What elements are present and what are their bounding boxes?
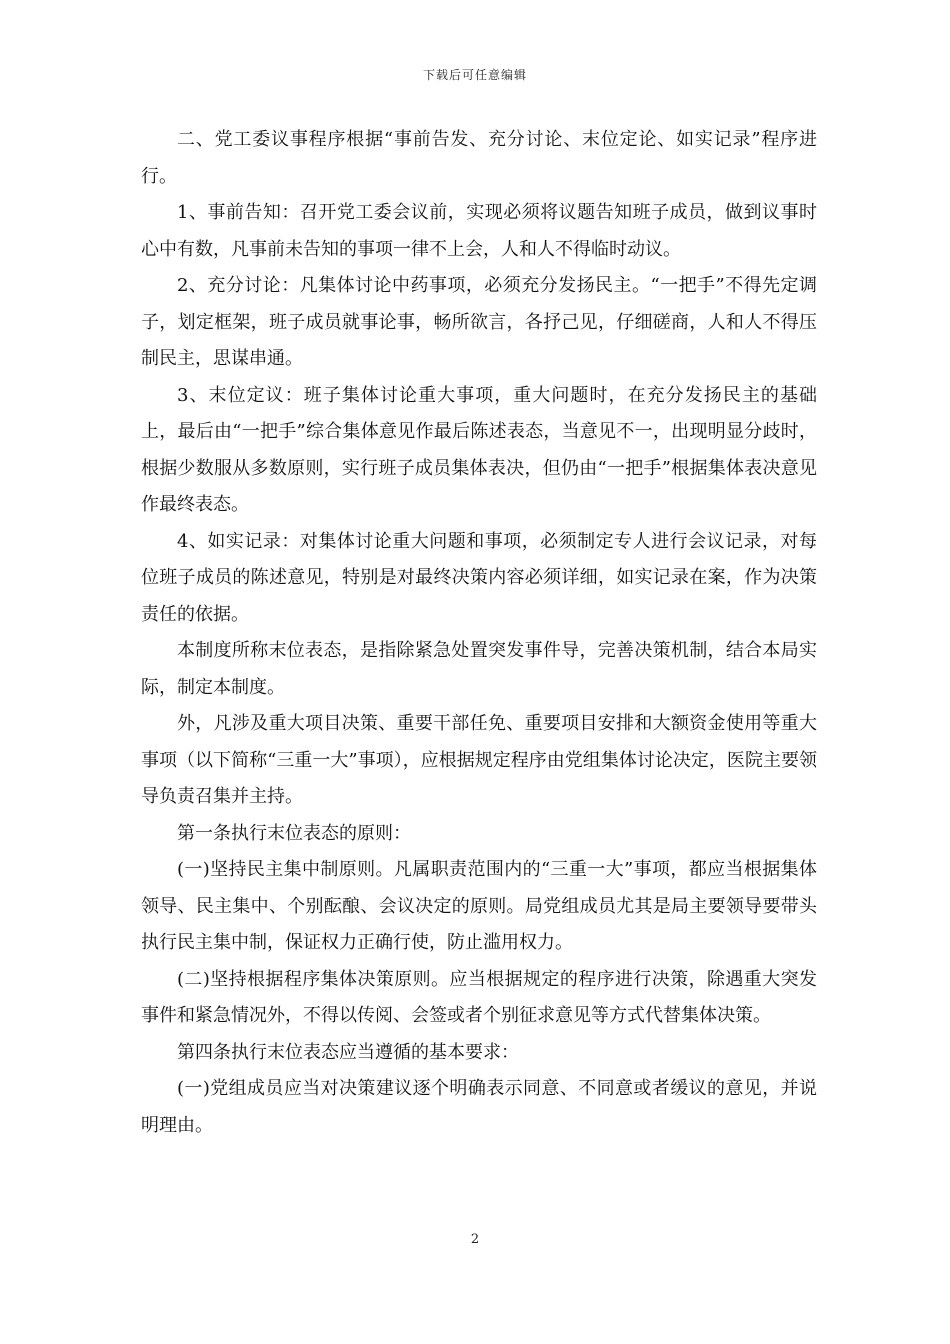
paragraph-collective-decision: (二)坚持根据程序集体决策原则。应当根据规定的程序进行决策，除遇重大突发事件和紧急情况外，不得以传阅、会签或者个别征求意见等方式代替集体决策。 <box>141 968 817 1026</box>
document-body <box>141 122 817 1144</box>
paragraph-full-discussion: 2、充分讨论：凡集体讨论中药事项，必须充分发扬民主。“一把手”不得先定调子，划定框架，班子成员就事论事，畅所欲言，各抒己见，仔细磋商，人和人不得压制民主，思谋串通。 <box>141 275 817 369</box>
page-header: 下载后可任意编辑 <box>422 68 527 82</box>
paragraph-member-opinions: (一)党组成员应当对决策建议逐个明确表示同意、不同意或者缓议的意见，并说明理由。 <box>141 1078 817 1136</box>
paragraph-record-keeping: 4、如实记录：对集体讨论重大问题和事项，必须制定专人进行会议记录，对每位班子成员的陈述意见，特别是对最终决策内容必须详细，如实记录在案，作为决策责任的依据。 <box>141 530 817 625</box>
paragraph-democratic-centralism: (一)坚持民主集中制原则。凡属职责范围内的“三重一大”事项，都应当根据集体领导、民主集中、个别酝酿、会议决定的原则。局党组成员尤其是局主要领导要带头执行民主集中制，保证权力正确行使，防止滥用权力。 <box>141 859 817 953</box>
paragraph-advance-notice: 1、事前告知：召开党工委会议前，实现必须将议题告知班子成员，做到议事时心中有数，凡事前未告知的事项一律不上会，人和人不得临时动议。 <box>141 202 817 260</box>
page-number: 2 <box>470 1232 480 1247</box>
paragraph-major-matters: 外，凡涉及重大项目决策、重要干部任免、重要项目安排和大额资金使用等重大事项（以下简称“三重一大”事项），应根据规定程序由党组集体讨论决定，医院主要领导负责召集并主持。 <box>141 713 817 807</box>
paragraph-article-1-heading: 第一条执行末位表态的原则： <box>177 822 411 844</box>
paragraph-article-4-heading: 第四条执行末位表态应当遵循的基本要求： <box>177 1041 519 1063</box>
paragraph-final-decision: 3、末位定议：班子集体讨论重大事项，重大问题时，在充分发扬民主的基础上，最后由“一把手”综合集体意见作最后陈述表态，当意见不一，出现明显分歧时，根据少数服从多数原则，实行班子成员集体表决，但仍由“一把手”根据集体表决意见作最终表态。 <box>141 384 817 515</box>
paragraph-procedure-overview: 二、党工委议事程序根据“事前告发、充分讨论、末位定论、如实记录”程序进行。 <box>141 129 817 187</box>
paragraph-definition: 本制度所称末位表态，是指除紧急处置突发事件导，完善决策机制，结合本局实际，制定本制度。 <box>141 640 817 698</box>
